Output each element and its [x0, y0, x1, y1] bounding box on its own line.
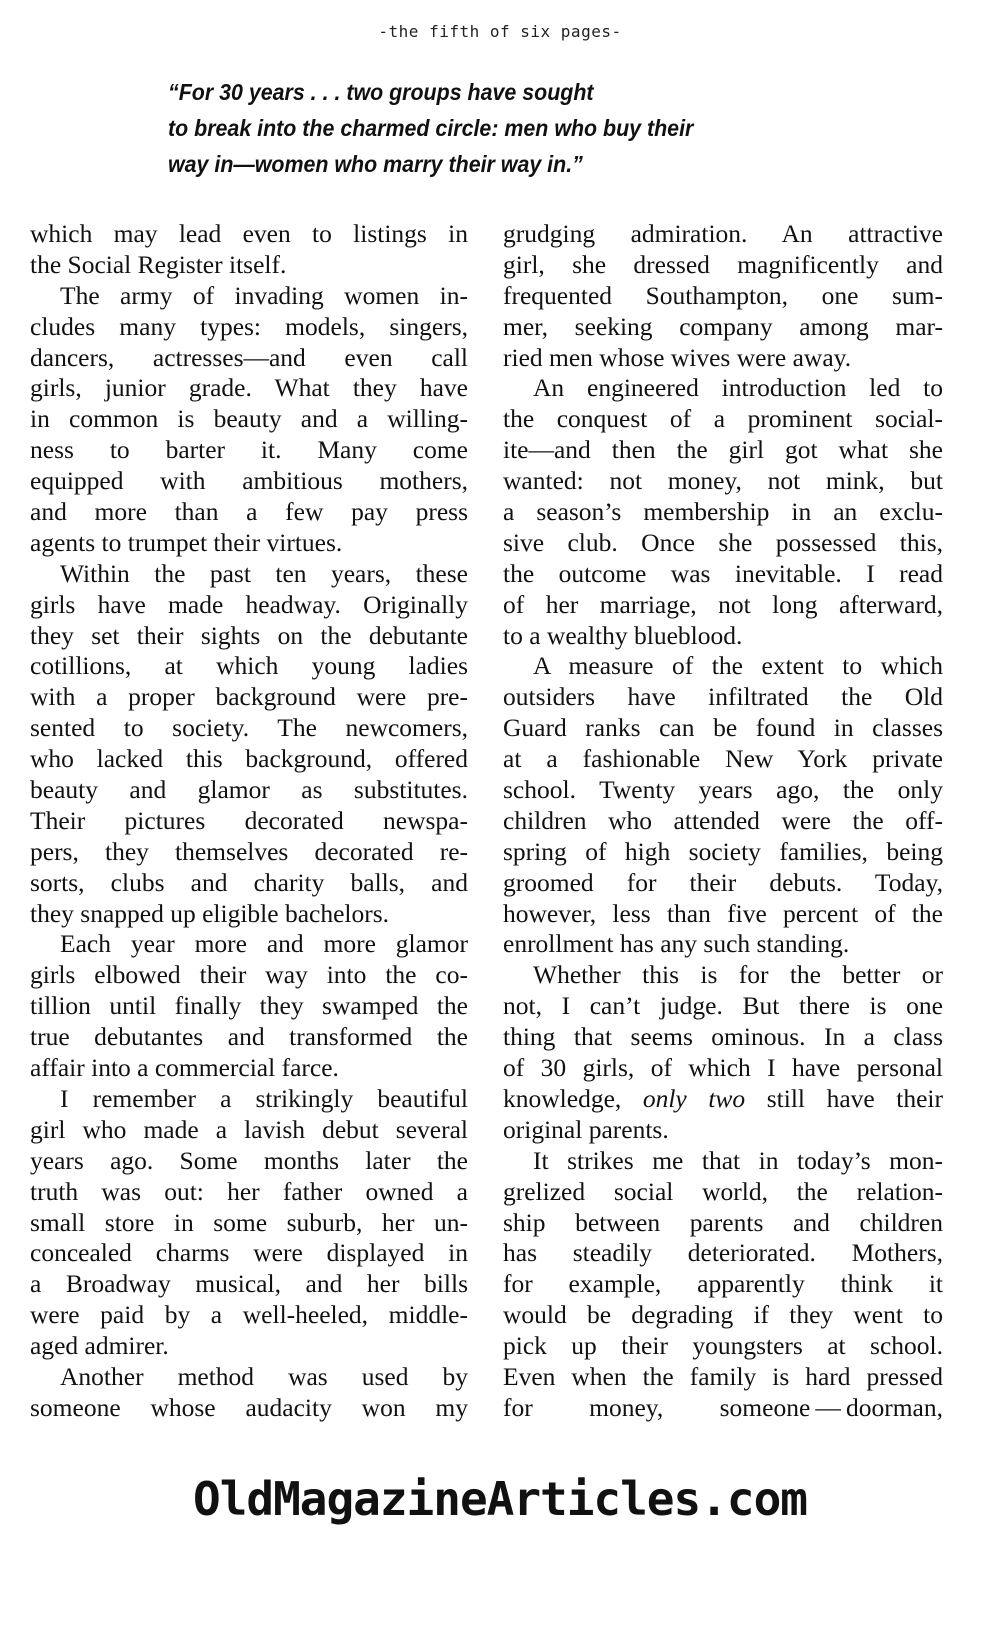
article-text-line: however, less than five percent of the	[503, 898, 943, 928]
article-text-line: girls elbowed their way into the co-	[30, 960, 468, 990]
article-text-line: Whether this is for the better or	[533, 960, 943, 990]
emphasized-phrase: only two	[642, 1083, 746, 1113]
article-text-line: It strikes me that in today’s mon-	[533, 1145, 943, 1175]
article-text-line: girls, junior grade. What they have	[30, 373, 468, 403]
article-text-line: enrollment has any such standing.	[503, 929, 850, 959]
article-text-line: An engineered introduction led to	[533, 373, 943, 403]
pull-quote-line: to break into the charmed circle: men who buy their	[168, 115, 694, 141]
article-text-line: The army of invading women in-	[60, 280, 468, 310]
article-text-line: Within the past ten years, these	[60, 558, 468, 588]
article-text-line: spring of high society families, being	[503, 836, 943, 866]
article-text-line: with a proper background were pre-	[30, 682, 468, 712]
article-text-line: which may lead even to listings in	[30, 219, 468, 248]
article-text-line: small store in some suburb, her un-	[30, 1207, 468, 1237]
article-text-line: sorts, clubs and charity balls, and	[30, 867, 468, 897]
article-text-line: sented to society. The newcomers,	[30, 713, 468, 743]
site-watermark: OldMagazineArticles.com	[193, 1472, 807, 1526]
article-text-line: girl, she dressed magnificently and	[503, 249, 943, 279]
article-text-line: for money, someone — doorman,	[503, 1392, 943, 1422]
article-text-line: affair into a commercial farce.	[30, 1053, 339, 1083]
article-text-line: cludes many types: models, singers,	[30, 311, 468, 341]
article-text-line: girls have made headway. Originally	[30, 589, 468, 619]
article-text-line: aged admirer.	[30, 1331, 169, 1361]
article-text-line: the Social Register itself.	[30, 249, 287, 279]
article-text-line: girl who made a lavish debut several	[30, 1114, 468, 1144]
article-column-left	[30, 219, 468, 1424]
article-text-line: ite—and then the girl got what she	[503, 435, 943, 465]
pull-quote	[168, 74, 875, 182]
article-text-line: I remember a strikingly beautiful	[60, 1083, 468, 1113]
article-text-line: beauty and glamor as substitutes.	[30, 775, 468, 805]
article-text-line: knowledge, only two still have their	[503, 1083, 944, 1113]
article-text-line: sive club. Once she possessed this,	[503, 527, 943, 557]
article-text-line: Guard ranks can be found in classes	[503, 713, 943, 743]
article-text-line: at a fashionable New York private	[503, 744, 943, 774]
article-text-line: Even when the family is hard pressed	[503, 1361, 943, 1391]
article-text-line: ried men whose wives were away.	[503, 342, 852, 372]
article-text-line: original parents.	[503, 1114, 669, 1144]
article-text-line: someone whose audacity won my	[30, 1392, 468, 1422]
article-text-line: to a wealthy blueblood.	[503, 620, 743, 650]
article-text-line: wanted: not money, not mink, but	[503, 466, 943, 496]
article-text-line: a season’s membership in an exclu-	[503, 497, 943, 527]
article-column-right	[503, 219, 943, 1424]
article-text-line: they snapped up eligible bachelors.	[30, 898, 390, 928]
article-text-line: has steadily deteriorated. Mothers,	[503, 1238, 943, 1268]
article-text-line: and more than a few pay press	[30, 497, 468, 527]
article-text-line: ness to barter it. Many come	[30, 435, 468, 465]
article-text-line: of 30 girls, of which I have personal	[503, 1053, 943, 1083]
article-text-line: tillion until finally they swamped the	[30, 991, 468, 1021]
pull-quote-line: way in—women who marry their way in.”	[168, 151, 583, 177]
article-text-line: thing that seems ominous. In a class	[503, 1022, 943, 1052]
article-text-line: grelized social world, the relation-	[503, 1176, 943, 1206]
pull-quote-line: “For 30 years . . . two groups have sought	[168, 79, 594, 105]
article-text-line: concealed charms were displayed in	[30, 1238, 468, 1268]
article-text-line: groomed for their debuts. Today,	[503, 867, 943, 897]
article-text-line: true debutantes and transformed the	[30, 1022, 468, 1052]
article-text-line: children who attended were the off-	[503, 805, 943, 835]
article-text-line: they set their sights on the debutante	[30, 620, 468, 650]
article-text-line: mer, seeking company among mar-	[503, 311, 943, 341]
article-text-line: agents to trumpet their virtues.	[30, 527, 343, 557]
article-text-line: the outcome was inevitable. I read	[503, 558, 943, 588]
article-text-line: the conquest of a prominent social-	[503, 404, 943, 434]
article-text-line: outsiders have infiltrated the Old	[503, 682, 943, 712]
article-text-line: would be degrading if they went to	[503, 1300, 943, 1330]
page-indicator: -the fifth of six pages-	[378, 22, 622, 41]
article-text-line: pers, they themselves decorated re-	[30, 836, 468, 866]
article-text-line: were paid by a well-heeled, middle-	[30, 1300, 468, 1330]
article-text-line: Another method was used by	[60, 1361, 468, 1391]
article-text-line: who lacked this background, offered	[30, 744, 468, 774]
article-text-line: equipped with ambitious mothers,	[30, 466, 468, 496]
article-text-line: Each year more and more glamor	[60, 929, 468, 959]
article-text-line: school. Twenty years ago, the only	[503, 775, 943, 805]
article-text-line: in common is beauty and a willing-	[30, 404, 468, 434]
article-text-line: truth was out: her father owned a	[30, 1176, 468, 1206]
article-text-line: cotillions, at which young ladies	[30, 651, 468, 681]
article-text-line: dancers, actresses—and even call	[30, 342, 468, 372]
article-text-line: frequented Southampton, one sum-	[503, 280, 943, 310]
article-text-line: A measure of the extent to which	[533, 651, 943, 681]
article-text-line: ship between parents and children	[503, 1207, 943, 1237]
article-text-line: Their pictures decorated newspa-	[30, 805, 468, 835]
article-text-line: grudging admiration. An attractive	[503, 219, 943, 248]
article-text-line: of her marriage, not long afterward,	[503, 589, 943, 619]
article-text-line: pick up their youngsters at school.	[503, 1331, 943, 1361]
article-text-line: years ago. Some months later the	[30, 1145, 468, 1175]
article-text-line: not, I can’t judge. But there is one	[503, 991, 943, 1021]
article-text-line: for example, apparently think it	[503, 1269, 943, 1299]
article-text-line: a Broadway musical, and her bills	[30, 1269, 468, 1299]
